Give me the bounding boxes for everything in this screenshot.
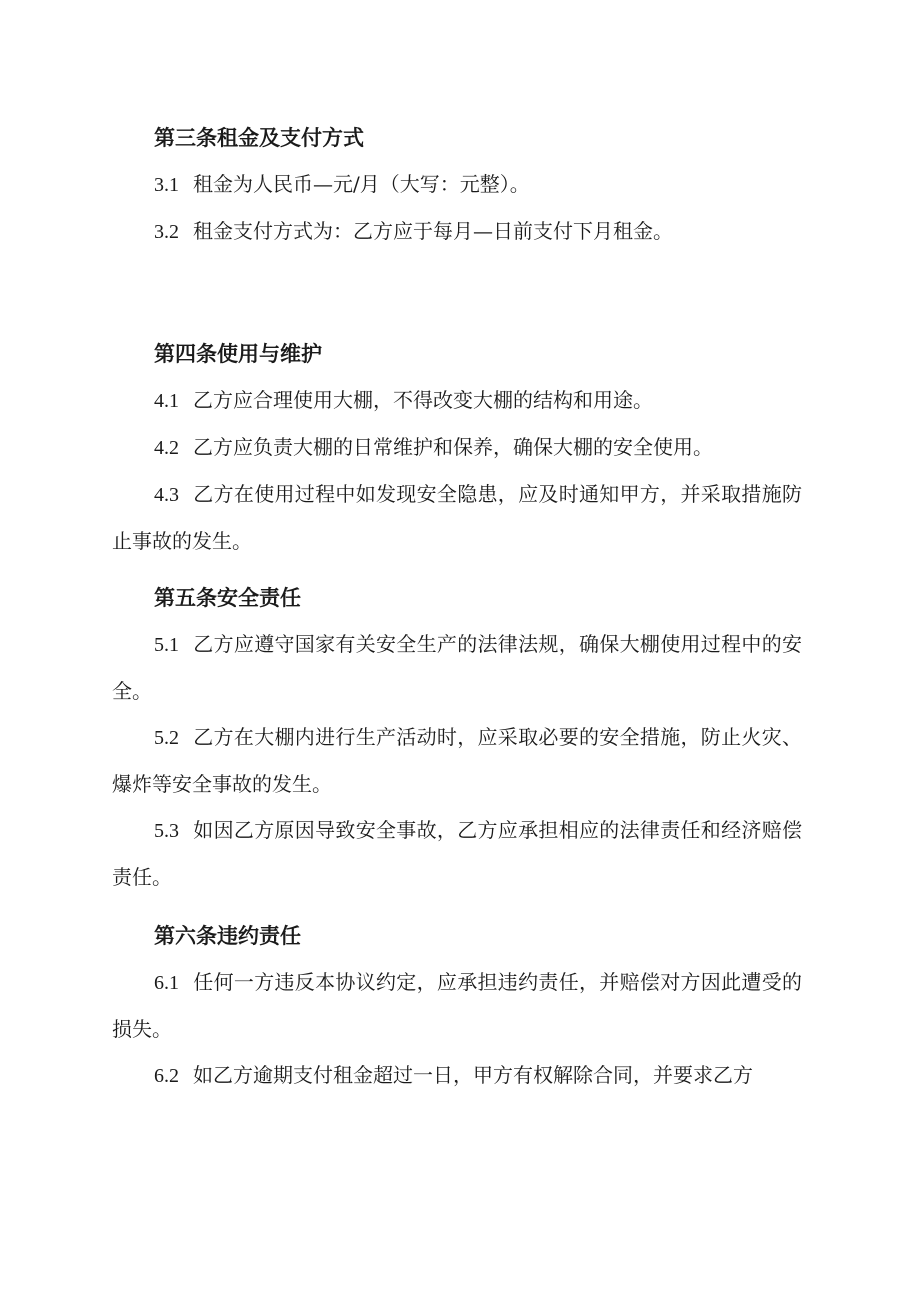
section-heading: 第六条违约责任 [154, 923, 301, 948]
section-heading: 第五条安全责任 [154, 585, 301, 610]
clause-text: 任何一方违反本协议约定，应承担违约责任，并赔偿对方因此遭受的损失。 [112, 970, 802, 1041]
clause-number: 5.2 [154, 727, 179, 749]
clause-number: 6.1 [154, 972, 179, 994]
clause-paragraph [112, 1052, 802, 1099]
clause-number: 6.2 [154, 1065, 179, 1087]
clause-number: 4.2 [154, 437, 179, 459]
clause-text: 如因乙方原因导致安全事故，乙方应承担相应的法律责任和经济赔偿责任。 [112, 818, 802, 889]
clause-text: 乙方应负责大棚的日常维护和保养，确保大棚的安全使用。 [193, 435, 713, 459]
clause-text: 乙方应遵守国家有关安全生产的法律法规，确保大棚使用过程中的安全。 [112, 632, 802, 703]
section-3 [112, 115, 802, 255]
clause-text: 乙方应合理使用大棚，不得改变大棚的结构和用途。 [193, 388, 653, 412]
clause-number: 5.3 [154, 820, 179, 842]
clause-text: 乙方在大棚内进行生产活动时，应采取必要的安全措施，防止火灾、爆炸等安全事故的发生。 [112, 725, 802, 796]
clause-text: 租金支付方式为：乙方应于每月—日前支付下月租金。 [193, 219, 673, 243]
clause-number: 4.3 [154, 484, 179, 506]
clause-paragraph [112, 621, 802, 714]
clause-number: 4.1 [154, 390, 179, 412]
clause-text: 租金为人民币—元/月（大写：元整）。 [193, 172, 530, 196]
clause-number: 5.1 [154, 634, 179, 656]
section-heading: 第三条租金及支付方式 [154, 125, 364, 150]
clause-paragraph [112, 714, 802, 807]
clause-paragraph [112, 208, 802, 255]
clause-paragraph [112, 161, 802, 208]
section-6 [112, 913, 802, 1099]
clause-paragraph [112, 959, 802, 1052]
clause-text: 乙方在使用过程中如发现安全隐患，应及时通知甲方，并采取措施防止事故的发生。 [112, 482, 802, 553]
clause-text: 如乙方逾期支付租金超过一日，甲方有权解除合同，并要求乙方 [193, 1063, 753, 1087]
section-5 [112, 575, 802, 900]
section-heading: 第四条使用与维护 [154, 341, 322, 366]
clause-paragraph [112, 471, 802, 564]
clause-number: 3.2 [154, 221, 179, 243]
clause-paragraph [112, 807, 802, 900]
clause-paragraph [112, 424, 802, 471]
section-4 [112, 331, 802, 564]
clause-number: 3.1 [154, 174, 179, 196]
clause-paragraph [112, 377, 802, 424]
